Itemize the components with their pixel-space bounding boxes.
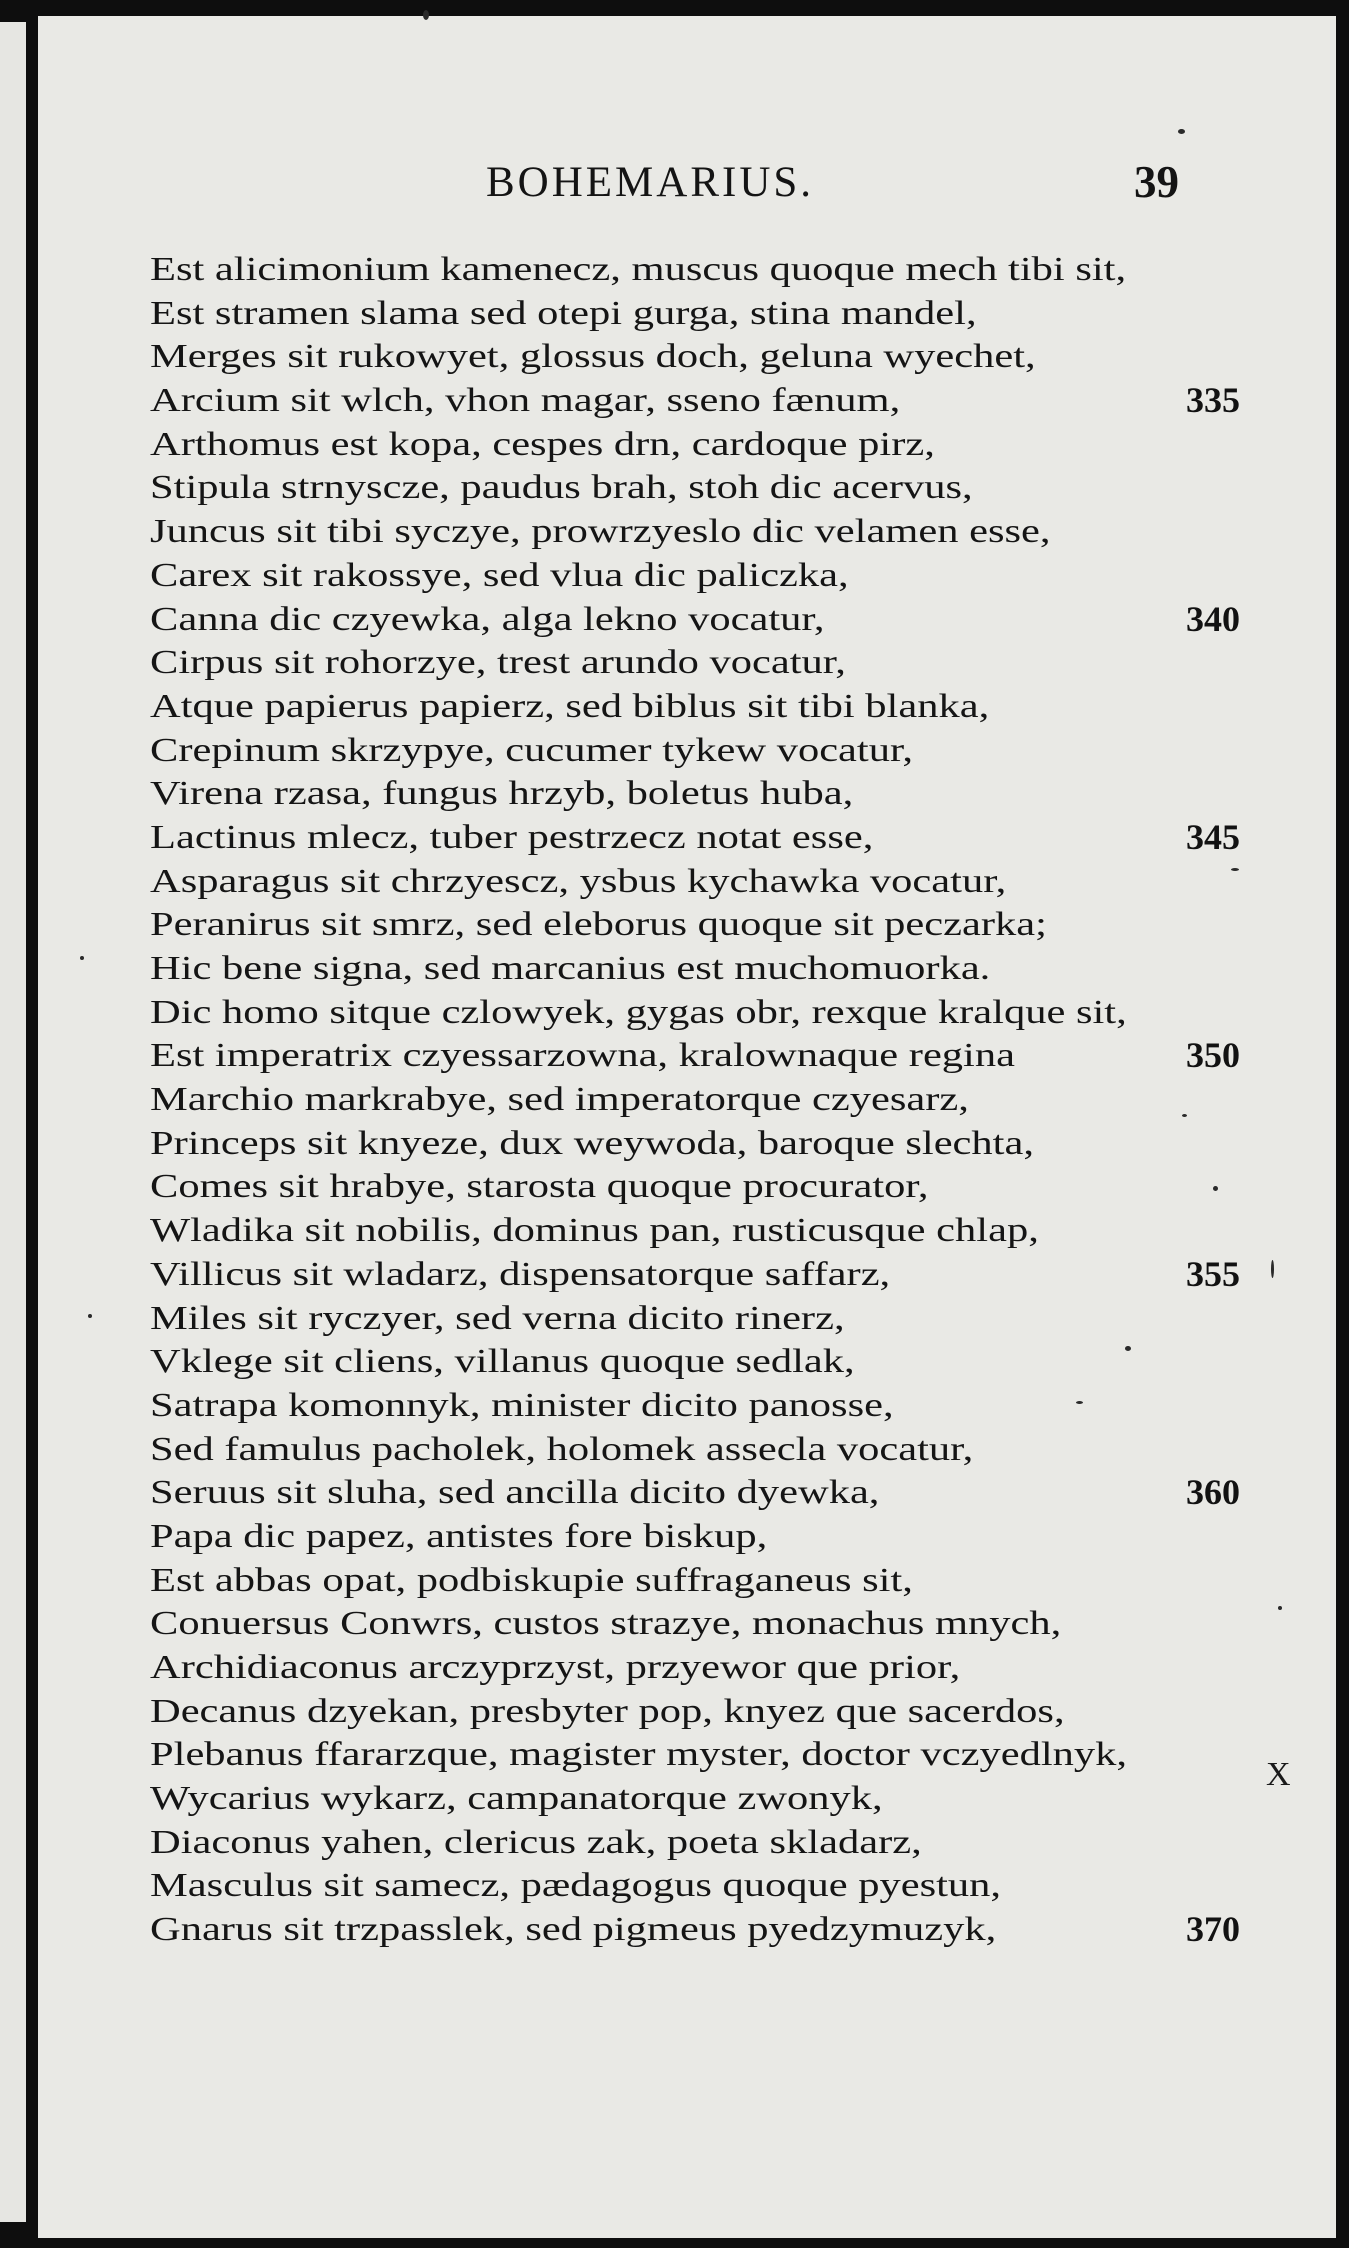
verse-line (150, 1253, 1240, 1297)
verse-line (150, 1471, 1240, 1515)
verse-line-text: Stipula strnyscze, paudus brah, stoh dic acervus, (150, 469, 973, 507)
verse-line-text: Asparagus sit chrzyescz, ysbus kychawka vocatur, (150, 862, 1007, 900)
verse-line-text: Est abbas opat, podbiskupie suffraganeus sit, (150, 1561, 913, 1599)
verse-line (150, 1078, 1240, 1122)
verse-line-text: Sed famulus pacholek, holomek assecla vocatur, (150, 1430, 974, 1468)
verse-line-text: Papa dic papez, antistes fore biskup, (150, 1517, 768, 1555)
verse-line-text: Crepinum skrzypye, cucumer tykew vocatur, (150, 731, 914, 769)
verse-line (150, 1165, 1240, 1209)
print-speck (423, 10, 429, 20)
verse-line-text: Est imperatrix czyessarzowna, kralownaque regina (150, 1037, 1015, 1075)
verse-line-text: Lactinus mlecz, tuber pestrzecz notat esse, (150, 818, 874, 856)
verse-line (150, 1297, 1240, 1341)
verse-line-text: Diaconus yahen, clericus zak, poeta skladarz, (150, 1823, 922, 1861)
verse-line (150, 947, 1240, 991)
verse-line-text: Virena rzasa, fungus hrzyb, boletus huba, (150, 775, 854, 813)
verse-line (150, 772, 1240, 816)
verse-line (150, 554, 1240, 598)
print-speck (1182, 1114, 1187, 1117)
verse-line-text: Vklege sit cliens, villanus quoque sedlak, (150, 1343, 855, 1381)
print-speck (88, 1314, 92, 1318)
print-speck (1213, 1186, 1218, 1191)
verse-line-text: Gnarus sit trzpasslek, sed pigmeus pyedzymuzyk, (150, 1911, 997, 1949)
verse-line (150, 816, 1240, 860)
verse-line-text: Atque papierus papierz, sed biblus sit tibi blanka, (150, 687, 990, 725)
verse-line (150, 1690, 1240, 1734)
verse-number: 340 (1186, 598, 1240, 639)
verse-line (150, 1122, 1240, 1166)
verse-line (150, 1559, 1240, 1603)
verse-line-text: Comes sit hrabye, starosta quoque procurator, (150, 1168, 929, 1206)
margin-mark: X (1266, 1756, 1291, 1793)
verse-line (150, 598, 1240, 642)
verse-number: 350 (1186, 1035, 1240, 1076)
verse-text-block (150, 248, 1240, 1952)
verse-line-text: Carex sit rakossye, sed vlua dic paliczka, (150, 556, 849, 594)
verse-line-text: Merges sit rukowyet, glossus doch, geluna wyechet, (150, 338, 1036, 376)
verse-line-text: Wladika sit nobilis, dominus pan, rusticusque chlap, (150, 1212, 1039, 1250)
verse-line (150, 1777, 1240, 1821)
verse-line (150, 1733, 1240, 1777)
verse-line (150, 510, 1240, 554)
print-speck (80, 956, 84, 960)
verse-line (150, 1428, 1240, 1472)
verse-line (150, 335, 1240, 379)
verse-line (150, 1340, 1240, 1384)
verse-line (150, 860, 1240, 904)
verse-line (150, 1209, 1240, 1253)
verse-line-text: Seruus sit sluha, sed ancilla dicito dyewka, (150, 1474, 880, 1512)
verse-number: 355 (1186, 1253, 1240, 1294)
verse-line-text: Plebanus ffararzque, magister myster, doctor vczyedlnyk, (150, 1736, 1128, 1774)
verse-line (150, 466, 1240, 510)
print-speck (1271, 1260, 1274, 1278)
previous-page-edge (0, 22, 26, 2222)
verse-line-text: Decanus dzyekan, presbyter pop, knyez que sacerdos, (150, 1692, 1065, 1730)
verse-line (150, 903, 1240, 947)
verse-line (150, 991, 1240, 1035)
verse-line (150, 379, 1240, 423)
verse-line-text: Est alicimonium kamenecz, muscus quoque mech tibi sit, (150, 251, 1127, 288)
verse-line-text: Dic homo sitque czlowyek, gygas obr, rexque kralque sit, (150, 993, 1127, 1031)
running-head (38, 144, 1336, 214)
verse-line (150, 1034, 1240, 1078)
verse-line (150, 1515, 1240, 1559)
print-speck (1178, 129, 1185, 134)
verse-line-text: Juncus sit tibi syczye, prowrzyeslo dic velamen esse, (150, 513, 1051, 551)
verse-number: 345 (1186, 816, 1240, 857)
verse-line-text: Miles sit ryczyer, sed verna dicito rinerz, (150, 1299, 845, 1337)
verse-line (150, 1821, 1240, 1865)
verse-number: 335 (1186, 380, 1240, 421)
verse-line (150, 641, 1240, 685)
print-speck (1125, 1346, 1131, 1351)
verse-line-text: Archidiaconus arczyprzyst, przyewor que prior, (150, 1649, 961, 1686)
verse-line-text: Arcium sit wlch, vhon magar, sseno fænum, (150, 382, 901, 420)
verse-line (150, 1646, 1240, 1690)
verse-line-text: Conuersus Conwrs, custos strazye, monachus mnych, (150, 1605, 1062, 1643)
verse-number: 370 (1186, 1909, 1240, 1950)
verse-line-text: Est stramen slama sed otepi gurga, stina mandel, (150, 294, 977, 332)
verse-line (150, 1384, 1240, 1428)
verse-line (150, 292, 1240, 336)
verse-line-text: Peranirus sit smrz, sed eleborus quoque sit peczarka; (150, 906, 1047, 944)
verse-number: 360 (1186, 1472, 1240, 1513)
verse-line (150, 248, 1240, 292)
verse-line-text: Cirpus sit rohorzye, trest arundo vocatur, (150, 644, 846, 682)
verse-line-text: Wycarius wykarz, campanatorque zwonyk, (150, 1780, 883, 1818)
verse-line-text: Canna dic czyewka, alga lekno vocatur, (150, 600, 825, 638)
verse-line (150, 685, 1240, 729)
verse-line-text: Marchio markrabye, sed imperatorque czyesarz, (150, 1081, 969, 1119)
print-speck (1076, 1401, 1083, 1404)
verse-line (150, 1864, 1240, 1908)
verse-line-text: Masculus sit samecz, pædagogus quoque pyestun, (150, 1867, 1002, 1905)
verse-line (150, 1602, 1240, 1646)
verse-line (150, 1908, 1240, 1952)
page-sheet (38, 16, 1336, 2238)
verse-line (150, 423, 1240, 467)
page-number: 39 (1134, 157, 1179, 207)
verse-line (150, 729, 1240, 773)
print-speck (1231, 868, 1239, 871)
verse-line-text: Villicus sit wladarz, dispensatorque saffarz, (150, 1255, 891, 1293)
print-speck (1278, 1606, 1282, 1610)
verse-line-text: Arthomus est kopa, cespes drn, cardoque pirz, (150, 425, 935, 463)
verse-line-text: Satrapa komonnyk, minister dicito panosse, (150, 1386, 894, 1424)
verse-line-text: Princeps sit knyeze, dux weywoda, baroque slechta, (150, 1124, 1034, 1162)
verse-line-text: Hic bene signa, sed marcanius est muchomuorka. (150, 950, 991, 987)
running-title: BOHEMARIUS. (486, 159, 815, 206)
